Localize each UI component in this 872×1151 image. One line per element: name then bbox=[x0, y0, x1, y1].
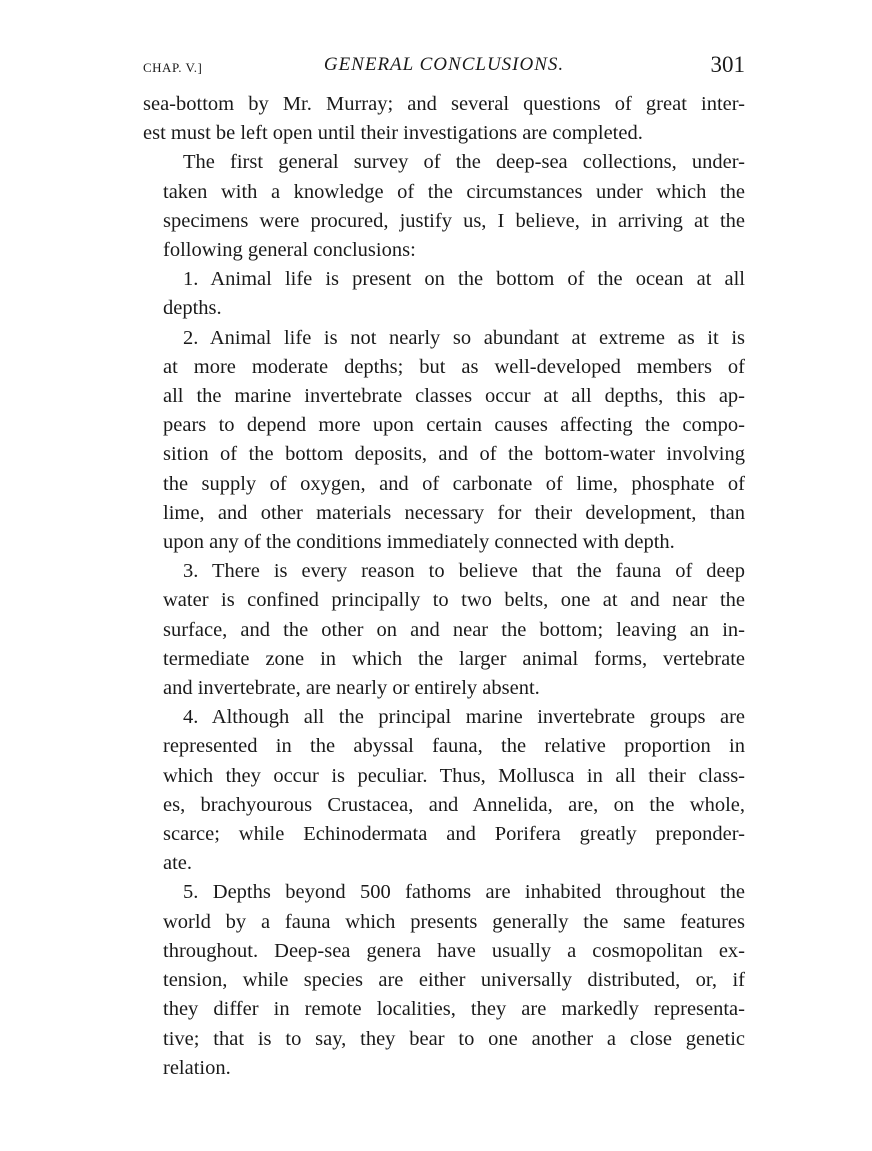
text-line: depths. bbox=[163, 297, 222, 320]
text-line: tive; that is to say, they bear to one another a close genetic bbox=[163, 1027, 745, 1050]
text-line: throughout. Deep-sea genera have usually a cosmopolitan ex- bbox=[163, 939, 745, 962]
text-line: ate. bbox=[163, 852, 193, 875]
chapter-label: CHAP. V.] bbox=[143, 60, 203, 75]
text-line: and invertebrate, are nearly or entirely absent. bbox=[163, 677, 540, 700]
text-line: scarce; while Echinodermata and Porifera greatly preponder- bbox=[163, 823, 745, 846]
text-line: world by a fauna which presents generally the same features bbox=[163, 910, 745, 933]
text-line: 3. There is every reason to believe that the fauna of deep bbox=[183, 560, 745, 583]
text-line: relation. bbox=[163, 1056, 231, 1079]
text-line: The first general survey of the deep-sea collections, under- bbox=[183, 151, 745, 174]
text-line: sition of the bottom deposits, and of the bottom-water involving bbox=[163, 443, 745, 466]
running-header bbox=[143, 52, 745, 82]
book-page bbox=[143, 52, 745, 1083]
text-line: 2. Animal life is not nearly so abundant at extreme as it is bbox=[183, 326, 745, 349]
text-line: sea-bottom by Mr. Murray; and several questions of great inter- bbox=[143, 93, 745, 115]
text-line: following general conclusions: bbox=[163, 239, 416, 262]
conclusion-1 bbox=[143, 265, 745, 323]
text-line: at more moderate depths; but as well-developed members of bbox=[163, 355, 745, 378]
text-line: represented in the abyssal fauna, the relative proportion in bbox=[163, 735, 745, 758]
text-line: 5. Depths beyond 500 fathoms are inhabited throughout the bbox=[183, 881, 745, 904]
text-line: lime, and other materials necessary for their development, than bbox=[163, 501, 745, 524]
text-line: they differ in remote localities, they are markedly representa- bbox=[163, 998, 745, 1021]
text-line: termediate zone in which the larger animal forms, vertebrate bbox=[163, 647, 745, 670]
text-line: taken with a knowledge of the circumstances under which the bbox=[163, 180, 745, 203]
text-line: es, brachyourous Crustacea, and Annelida, are, on the whole, bbox=[163, 793, 745, 816]
text-line: water is confined principally to two belts, one at and near the bbox=[163, 589, 745, 612]
text-line: 1. Animal life is present on the bottom of the ocean at all bbox=[183, 268, 745, 291]
text-line: the supply of oxygen, and of carbonate of lime, phosphate of bbox=[163, 472, 745, 495]
paragraph-continued bbox=[143, 90, 745, 148]
paragraph-intro bbox=[143, 148, 745, 265]
text-line: tension, while species are either universally distributed, or, if bbox=[163, 969, 745, 992]
text-line: all the marine invertebrate classes occur at all depths, this ap- bbox=[163, 385, 745, 408]
text-line: upon any of the conditions immediately connected with depth. bbox=[163, 531, 675, 554]
text-line: specimens were procured, justify us, I believe, in arriving at the bbox=[163, 209, 745, 232]
text-line: surface, and the other on and near the bottom; leaving an in- bbox=[163, 618, 745, 641]
text-line: est must be left open until their investigations are completed. bbox=[143, 122, 643, 145]
text-line: which they occur is peculiar. Thus, Mollusca in all their class- bbox=[163, 764, 745, 787]
conclusion-5 bbox=[143, 878, 745, 1082]
text-line: 4. Although all the principal marine invertebrate groups are bbox=[183, 706, 745, 729]
conclusion-2 bbox=[143, 324, 745, 558]
body-text bbox=[143, 90, 745, 1083]
page-title: GENERAL CONCLUSIONS. bbox=[323, 54, 565, 75]
page-number: 301 bbox=[710, 52, 745, 77]
conclusion-4 bbox=[143, 703, 745, 878]
conclusion-3 bbox=[143, 557, 745, 703]
text-line: pears to depend more upon certain causes affecting the compo- bbox=[163, 414, 745, 437]
